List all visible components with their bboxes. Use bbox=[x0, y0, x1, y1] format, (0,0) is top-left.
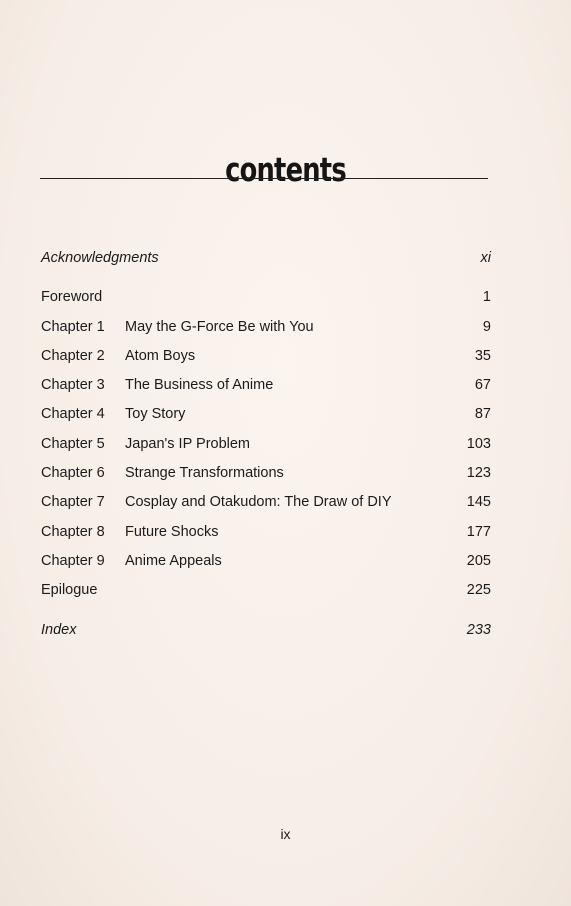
toc-page-number: 233 bbox=[466, 621, 491, 638]
toc-row-acknowledgments bbox=[41, 248, 491, 277]
toc-row-chapter-1 bbox=[41, 317, 491, 346]
toc-chapter-title: Cosplay and Otakudom: The Draw of DIY bbox=[125, 494, 392, 511]
toc-chapter-title: Strange Transformations bbox=[125, 465, 284, 482]
heading-rule bbox=[40, 178, 488, 179]
toc-chapter-number: Chapter 6 bbox=[41, 465, 105, 482]
toc-row-chapter-8 bbox=[41, 522, 491, 551]
toc-page-number: 225 bbox=[466, 582, 491, 599]
table-of-contents bbox=[41, 248, 491, 649]
toc-chapter-title: Toy Story bbox=[125, 406, 186, 423]
toc-row-chapter-4 bbox=[41, 404, 491, 433]
toc-row-chapter-6 bbox=[41, 463, 491, 492]
toc-entry-label: Index bbox=[41, 621, 77, 638]
toc-page-number: 1 bbox=[482, 289, 491, 306]
toc-chapter-title: The Business of Anime bbox=[125, 377, 274, 394]
toc-chapter-number: Chapter 2 bbox=[41, 347, 105, 364]
toc-entry-label: Epilogue bbox=[41, 582, 98, 599]
toc-row-index bbox=[41, 620, 491, 649]
toc-page-number: 123 bbox=[466, 465, 491, 482]
toc-page-number: 9 bbox=[482, 318, 491, 335]
toc-row-chapter-2 bbox=[41, 346, 491, 375]
toc-row-epilogue bbox=[41, 580, 491, 609]
toc-chapter-number: Chapter 7 bbox=[41, 494, 105, 511]
page-folio: ix bbox=[280, 826, 291, 842]
toc-chapter-number: Chapter 1 bbox=[41, 318, 105, 335]
toc-chapter-title: May the G-Force Be with You bbox=[125, 318, 314, 335]
toc-page-number: 87 bbox=[474, 406, 491, 423]
toc-chapter-number: Chapter 8 bbox=[41, 523, 105, 540]
toc-chapter-title: Anime Appeals bbox=[125, 552, 222, 569]
toc-page-number: 205 bbox=[466, 552, 491, 569]
toc-chapter-title: Atom Boys bbox=[125, 347, 196, 364]
toc-entry-label: Foreword bbox=[41, 289, 103, 306]
contents-heading: contents bbox=[225, 150, 346, 189]
toc-page-number: 67 bbox=[474, 377, 491, 394]
toc-row-chapter-9 bbox=[41, 551, 491, 580]
toc-entry-label: Acknowledgments bbox=[41, 250, 159, 266]
toc-page-number: 35 bbox=[474, 347, 491, 364]
toc-chapter-number: Chapter 5 bbox=[41, 435, 105, 452]
toc-page-number: xi bbox=[480, 250, 491, 266]
toc-row-foreword bbox=[41, 287, 491, 316]
toc-chapter-title: Japan's IP Problem bbox=[125, 435, 251, 452]
toc-page-number: 177 bbox=[466, 523, 491, 540]
toc-row-chapter-5 bbox=[41, 434, 491, 463]
toc-row-chapter-3 bbox=[41, 375, 491, 404]
toc-chapter-number: Chapter 3 bbox=[41, 377, 105, 394]
toc-chapter-title: Future Shocks bbox=[125, 523, 219, 540]
toc-chapter-number: Chapter 4 bbox=[41, 406, 105, 423]
toc-page-number: 145 bbox=[466, 494, 491, 511]
toc-page-number: 103 bbox=[466, 435, 491, 452]
toc-row-chapter-7 bbox=[41, 492, 491, 521]
toc-chapter-number: Chapter 9 bbox=[41, 552, 105, 569]
